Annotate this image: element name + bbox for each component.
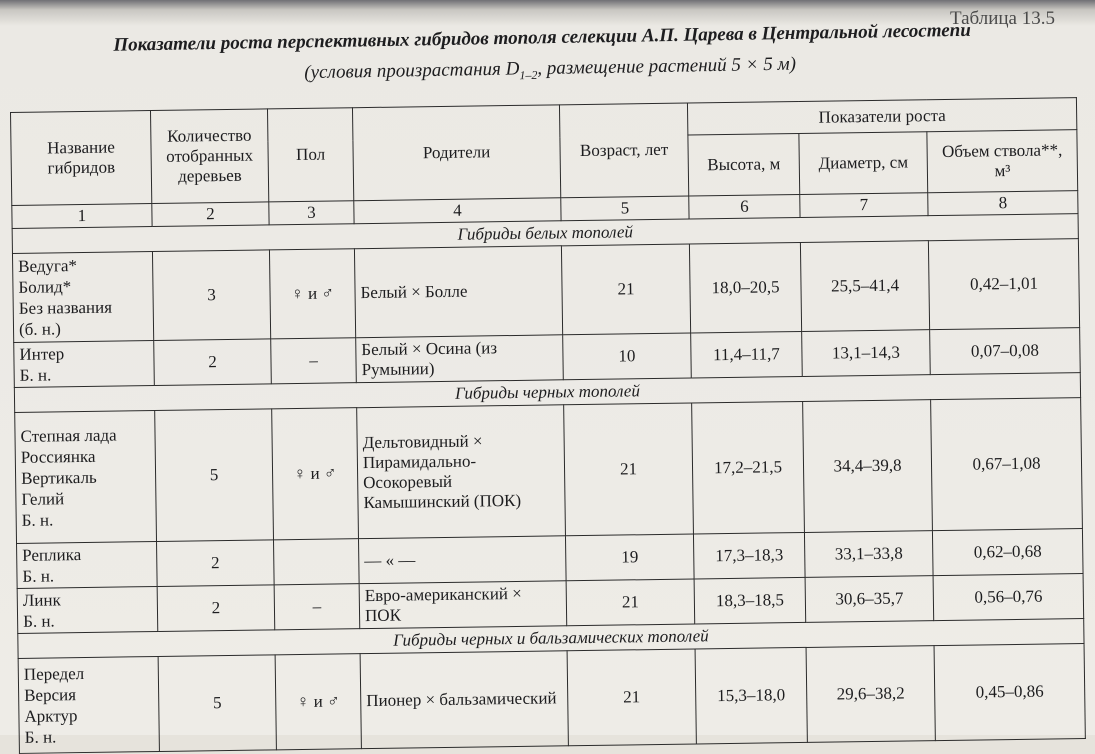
hybrid-names-cell bbox=[15, 411, 157, 544]
diameter-cell: 25,5–41,4 bbox=[800, 241, 929, 332]
growth-table bbox=[10, 97, 1086, 754]
sex-cell: ♀ и ♂ bbox=[275, 654, 361, 750]
height-cell: 18,3–18,5 bbox=[694, 577, 806, 624]
age-cell: 10 bbox=[563, 333, 692, 380]
column-number: 8 bbox=[928, 191, 1078, 216]
table-row bbox=[18, 644, 1085, 754]
header-growth: Показатели роста bbox=[687, 98, 1076, 136]
hybrid-name: Интер bbox=[19, 344, 65, 364]
table-body bbox=[12, 214, 1085, 754]
hybrid-name: Болид* bbox=[18, 277, 72, 297]
parents-cell: — « — bbox=[358, 536, 566, 584]
hybrid-names-cell bbox=[18, 656, 159, 753]
volume-cell: 0,42–1,01 bbox=[928, 239, 1079, 330]
count-cell: 3 bbox=[152, 250, 270, 341]
header-sex: Пол bbox=[267, 108, 353, 202]
height-cell: 11,4–11,7 bbox=[691, 331, 803, 378]
header-diameter: Диаметр, см bbox=[799, 132, 928, 194]
table-title: Показатели роста перспективных гибридов тополя селекции А.П. Царева в Центральной лесостепи bbox=[113, 19, 972, 56]
hybrid-names-cell bbox=[12, 252, 153, 343]
hybrid-name: Передел bbox=[23, 664, 85, 684]
hybrid-name: Б. н. bbox=[21, 509, 54, 530]
parents-cell: Дельтовидный × Пирамидально-Осокоревый Камышинский (ПОК) bbox=[357, 405, 566, 539]
column-number: 2 bbox=[152, 202, 269, 227]
column-number: 1 bbox=[12, 204, 152, 229]
age-cell: 19 bbox=[565, 534, 694, 581]
parents-cell: Белый × Болле bbox=[354, 246, 562, 338]
hybrid-name: Реплика bbox=[22, 545, 82, 565]
header-age: Возраст, лет bbox=[559, 103, 688, 198]
height-cell: 17,2–21,5 bbox=[692, 401, 805, 534]
age-cell: 21 bbox=[564, 403, 694, 536]
table-row bbox=[12, 239, 1079, 343]
volume-cell: 0,56–0,76 bbox=[933, 574, 1084, 621]
table-row bbox=[15, 398, 1083, 544]
parents-cell: Белый × Осина (из Румынии) bbox=[356, 335, 564, 383]
sex-cell bbox=[273, 539, 359, 585]
parents-cell: Пионер × бальзамический bbox=[360, 651, 568, 749]
diameter-cell: 30,6–35,7 bbox=[805, 576, 934, 623]
column-number: 4 bbox=[354, 198, 561, 224]
hybrid-name: (б. н.) bbox=[18, 319, 61, 339]
diameter-cell: 13,1–14,3 bbox=[802, 330, 931, 377]
hybrid-name: Б. н. bbox=[24, 727, 57, 747]
subtitle-text-after: , размещение растений 5 × 5 м) bbox=[537, 53, 797, 80]
subtitle-subscript: 1–2 bbox=[519, 67, 538, 83]
height-cell: 15,3–18,0 bbox=[695, 647, 807, 744]
count-cell: 2 bbox=[157, 540, 275, 587]
count-cell: 5 bbox=[158, 655, 276, 752]
hybrid-name: Б. н. bbox=[22, 611, 55, 631]
hybrid-name: Арктур bbox=[24, 706, 78, 726]
header-parents: Родители bbox=[352, 105, 560, 201]
volume-cell: 0,62–0,68 bbox=[932, 529, 1083, 576]
table-header bbox=[11, 98, 1079, 229]
column-number: 3 bbox=[269, 201, 354, 225]
hybrid-name: Без названия bbox=[18, 297, 113, 318]
age-cell: 21 bbox=[567, 649, 696, 746]
header-height: Высота, м bbox=[688, 134, 800, 196]
sex-cell: – bbox=[274, 584, 360, 630]
hybrid-name: Вертикаль bbox=[20, 467, 97, 488]
hybrid-name: Россиянка bbox=[20, 446, 96, 467]
volume-cell: 0,67–1,08 bbox=[931, 398, 1083, 531]
header-name: Название гибридов bbox=[11, 111, 152, 206]
volume-cell: 0,45–0,86 bbox=[934, 644, 1085, 741]
volume-cell: 0,07–0,08 bbox=[930, 328, 1081, 375]
sex-cell: – bbox=[271, 338, 357, 384]
hybrid-names-cell bbox=[17, 586, 158, 633]
hybrid-name: Линк bbox=[22, 590, 61, 610]
hybrid-names-cell bbox=[14, 341, 155, 388]
hybrid-name: Степная лада bbox=[20, 425, 117, 446]
diameter-cell: 33,1–33,8 bbox=[804, 531, 933, 578]
group-title: Гибриды черных тополей bbox=[14, 373, 1080, 413]
hybrid-name: Ведуга* bbox=[18, 256, 78, 276]
table-container bbox=[10, 97, 1086, 754]
count-cell: 5 bbox=[155, 409, 274, 542]
group-title: Гибриды белых тополей bbox=[12, 214, 1078, 254]
count-cell: 2 bbox=[157, 585, 275, 632]
column-number: 6 bbox=[689, 194, 800, 219]
subtitle-text-before: (условия произрастания D bbox=[304, 58, 520, 84]
hybrid-names-cell bbox=[17, 541, 158, 588]
age-cell: 21 bbox=[566, 579, 695, 626]
column-number: 7 bbox=[800, 193, 928, 218]
table-number: Таблица 13.5 bbox=[949, 8, 1055, 29]
header-volume: Объем ствола**, м³ bbox=[927, 130, 1078, 193]
hybrid-name: Б. н. bbox=[22, 566, 55, 586]
count-cell: 2 bbox=[154, 339, 272, 386]
parents-cell: Евро-американский × ПОК bbox=[359, 581, 567, 629]
age-cell: 21 bbox=[561, 244, 690, 335]
height-cell: 18,0–20,5 bbox=[689, 242, 801, 333]
diameter-cell: 29,6–38,2 bbox=[806, 646, 935, 743]
sex-cell: ♀ и ♂ bbox=[272, 408, 359, 540]
header-count: Количество отобранных деревьев bbox=[150, 109, 268, 204]
table-subtitle bbox=[200, 52, 900, 89]
hybrid-name: Б. н. bbox=[19, 365, 52, 385]
column-number: 5 bbox=[561, 196, 689, 221]
hybrid-name: Версия bbox=[24, 685, 77, 705]
group-title: Гибриды черных и бальзамических тополей bbox=[18, 619, 1084, 659]
height-cell: 17,3–18,3 bbox=[693, 532, 805, 579]
sex-cell: ♀ и ♂ bbox=[269, 249, 355, 339]
diameter-cell: 34,4–39,8 bbox=[803, 400, 933, 533]
hybrid-name: Гелий bbox=[21, 488, 65, 509]
